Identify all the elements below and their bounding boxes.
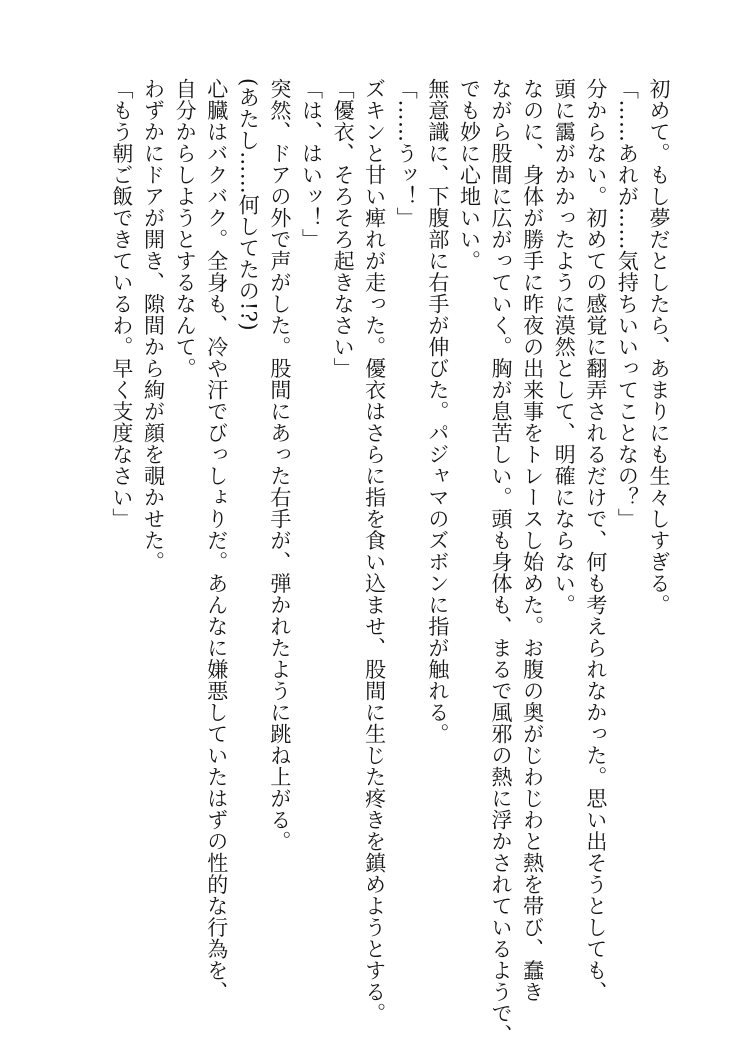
text-line: 突然、ドアの外で声がした。股間にあった右手が、弾かれたように跳ね上がる。 (267, 78, 292, 852)
text-line: 「もう朝ご飯できているわ。早く支度なさい」 (109, 78, 134, 530)
text-line: 心臓はバクバク。全身も、冷や汗でびっしょりだ。あんなに嫌悪していたはずの性的な行為を、 (204, 78, 229, 1003)
text-line: 「……あれが……気持ちいいってことなの？」 (615, 78, 640, 530)
text-line: 「は、はいッ！」 (299, 78, 324, 250)
vertical-text-body (105, 78, 674, 1046)
text-line: 「優衣、そろそろ起きなさい」 (331, 78, 356, 379)
text-line: 分からない。初めての感覚に翻弄されるだけで、何も考えられなかった。思い出そうとしても、 (583, 78, 608, 1003)
text-line: わずかにドアが開き、隙間から絢が顔を覗かせた。 (141, 78, 166, 573)
text-line: ながら股間に広がっていく。胸が息苦しい。頭も身体も、まるで風邪の熱に浮かされているようで、 (489, 78, 514, 1046)
text-line: 頭に靄がかかったように漠然として、明確にならない。 (552, 78, 577, 616)
text-line: 自分からしようとするなんて。 (173, 78, 198, 379)
text-line: 「……うッ！」 (394, 78, 419, 229)
text-line: 無意識に、下腹部に右手が伸びた。パジャマのズボンに指が触れる。 (425, 78, 450, 745)
text-line: 初めて。もし夢だとしたら、あまりにも生々しすぎる。 (647, 78, 671, 616)
text-line: (あたし……何してたの!?) (236, 78, 261, 332)
text-line: ズキンと甘い痺れが走った。優衣はさらに指を食い込ませ、股間に生じた疼きを鎮めようとする。 (362, 78, 387, 1024)
text-line: でも妙に心地いい。 (457, 78, 482, 272)
text-line: なのに、身体が勝手に昨夜の出来事をトレースし始めた。お腹の奥がじわじわと熱を帯び、蠢き (520, 78, 545, 1003)
